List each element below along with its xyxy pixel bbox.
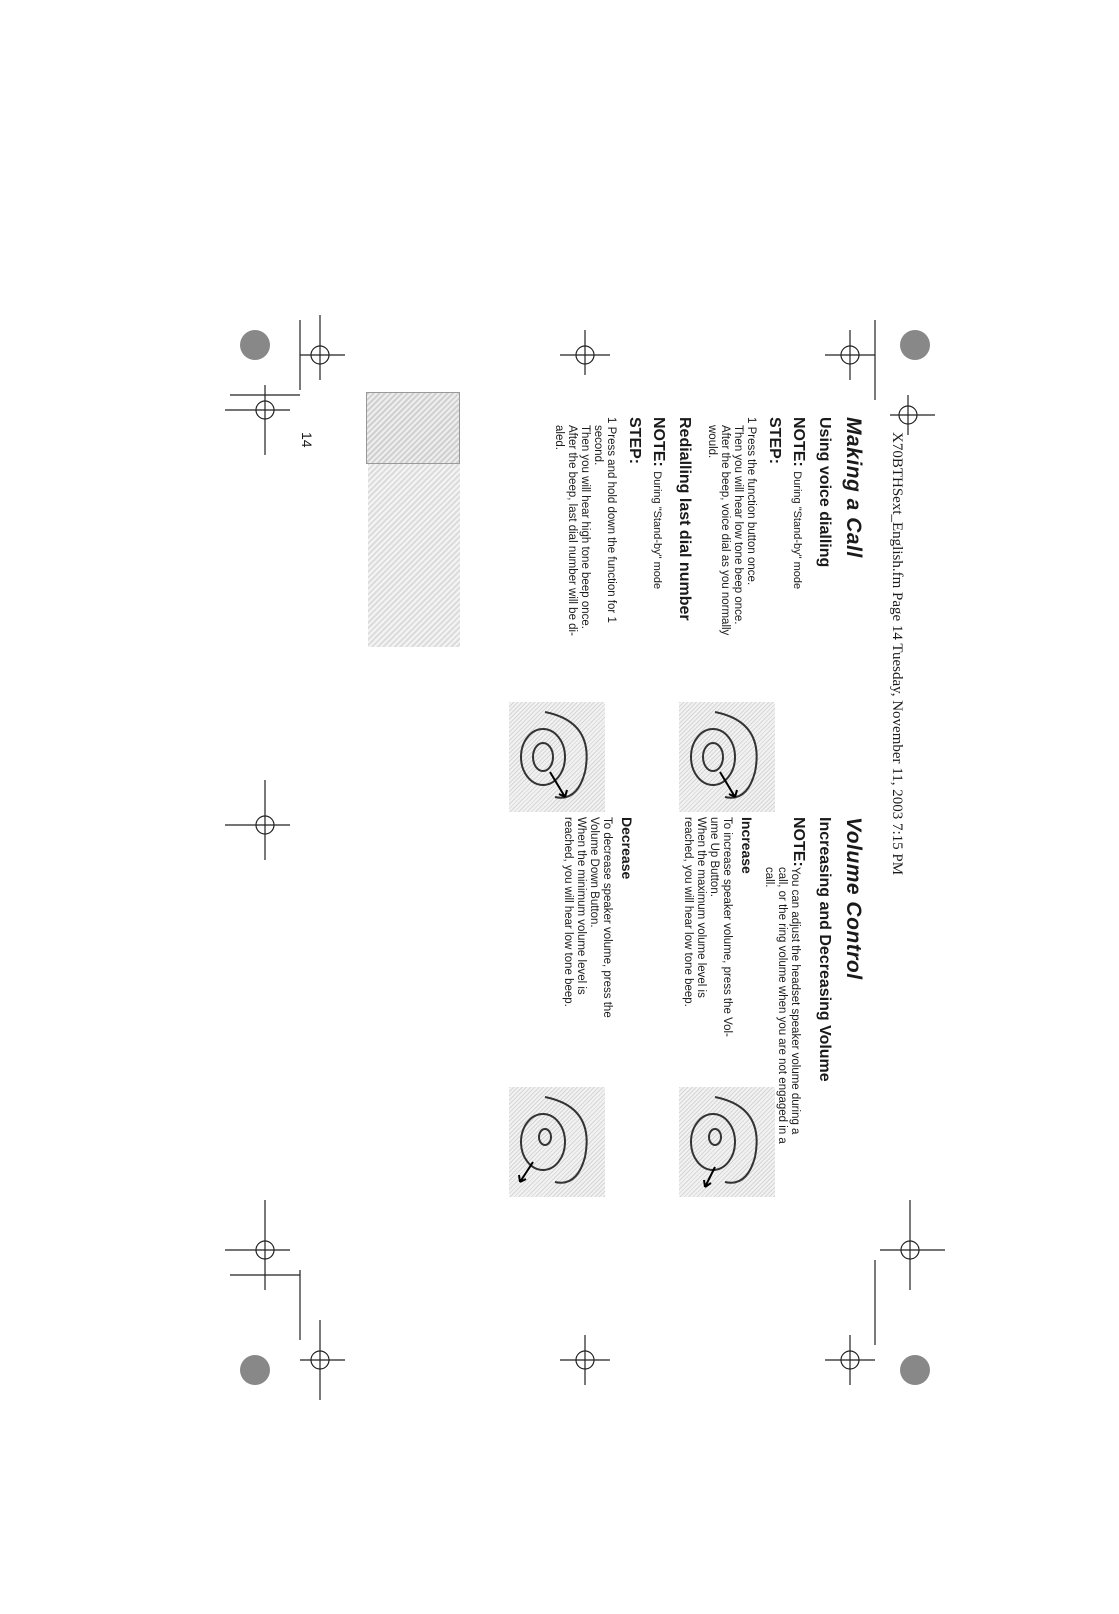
- making-a-call-title: Making a Call: [842, 417, 865, 558]
- page-number: 14: [299, 432, 315, 448]
- headset-volume-down-illustration: [509, 1087, 605, 1197]
- headset-function-button-illustration-2: [509, 702, 605, 812]
- redialling-note: NOTE: During "Stand-by" mode: [650, 417, 667, 590]
- redialling-steps: 1 Press and hold down the function for 1 second. Then you will hear high tone beep once. After the beep, last dial number will be di- aled.: [553, 417, 617, 636]
- decrease-text: To decrease speaker volume, press the Volume Down Button. When the minimum volume level is reached, you will hear low tone beep.: [562, 817, 613, 1018]
- volume-note-label: NOTE:: [790, 817, 807, 867]
- increase-label: Increase: [739, 817, 755, 874]
- headset-function-button-illustration: [679, 702, 775, 812]
- rotated-manual-page: [299, 412, 905, 1372]
- volume-heading: Increasing and Decreasing Volume: [816, 817, 833, 1082]
- voice-dialling-step-label: STEP:: [766, 417, 783, 465]
- redialling-step-label: STEP:: [626, 417, 643, 465]
- volume-control-title: Volume Control: [842, 817, 865, 980]
- file-header: X70BTHSext_English.fm Page 14 Tuesday, November 11, 2003 7:15 PM: [889, 432, 905, 876]
- voice-dialling-note: NOTE: During "Stand-by" mode: [790, 417, 807, 590]
- headset-volume-up-illustration: [679, 1087, 775, 1197]
- increase-text: To increase speaker volume, press the Vol- ume Up Button. When the maximum volume level is reached, you will hear low tone beep.: [682, 817, 733, 1037]
- side-tab: [366, 392, 460, 464]
- volume-note-text: You can adjust the headset speaker volume during a call, or the ring volume when you are not engaged in a call.: [763, 867, 801, 1144]
- decrease-label: Decrease: [619, 817, 635, 880]
- voice-dialling-steps: 1 Press the function button once. Then you will hear low tone beep once. After the beep, voice dial as you normally would.: [706, 417, 757, 636]
- voice-dialling-heading: Using voice dialling: [816, 417, 833, 568]
- redialling-heading: Redialling last dial number: [676, 417, 693, 621]
